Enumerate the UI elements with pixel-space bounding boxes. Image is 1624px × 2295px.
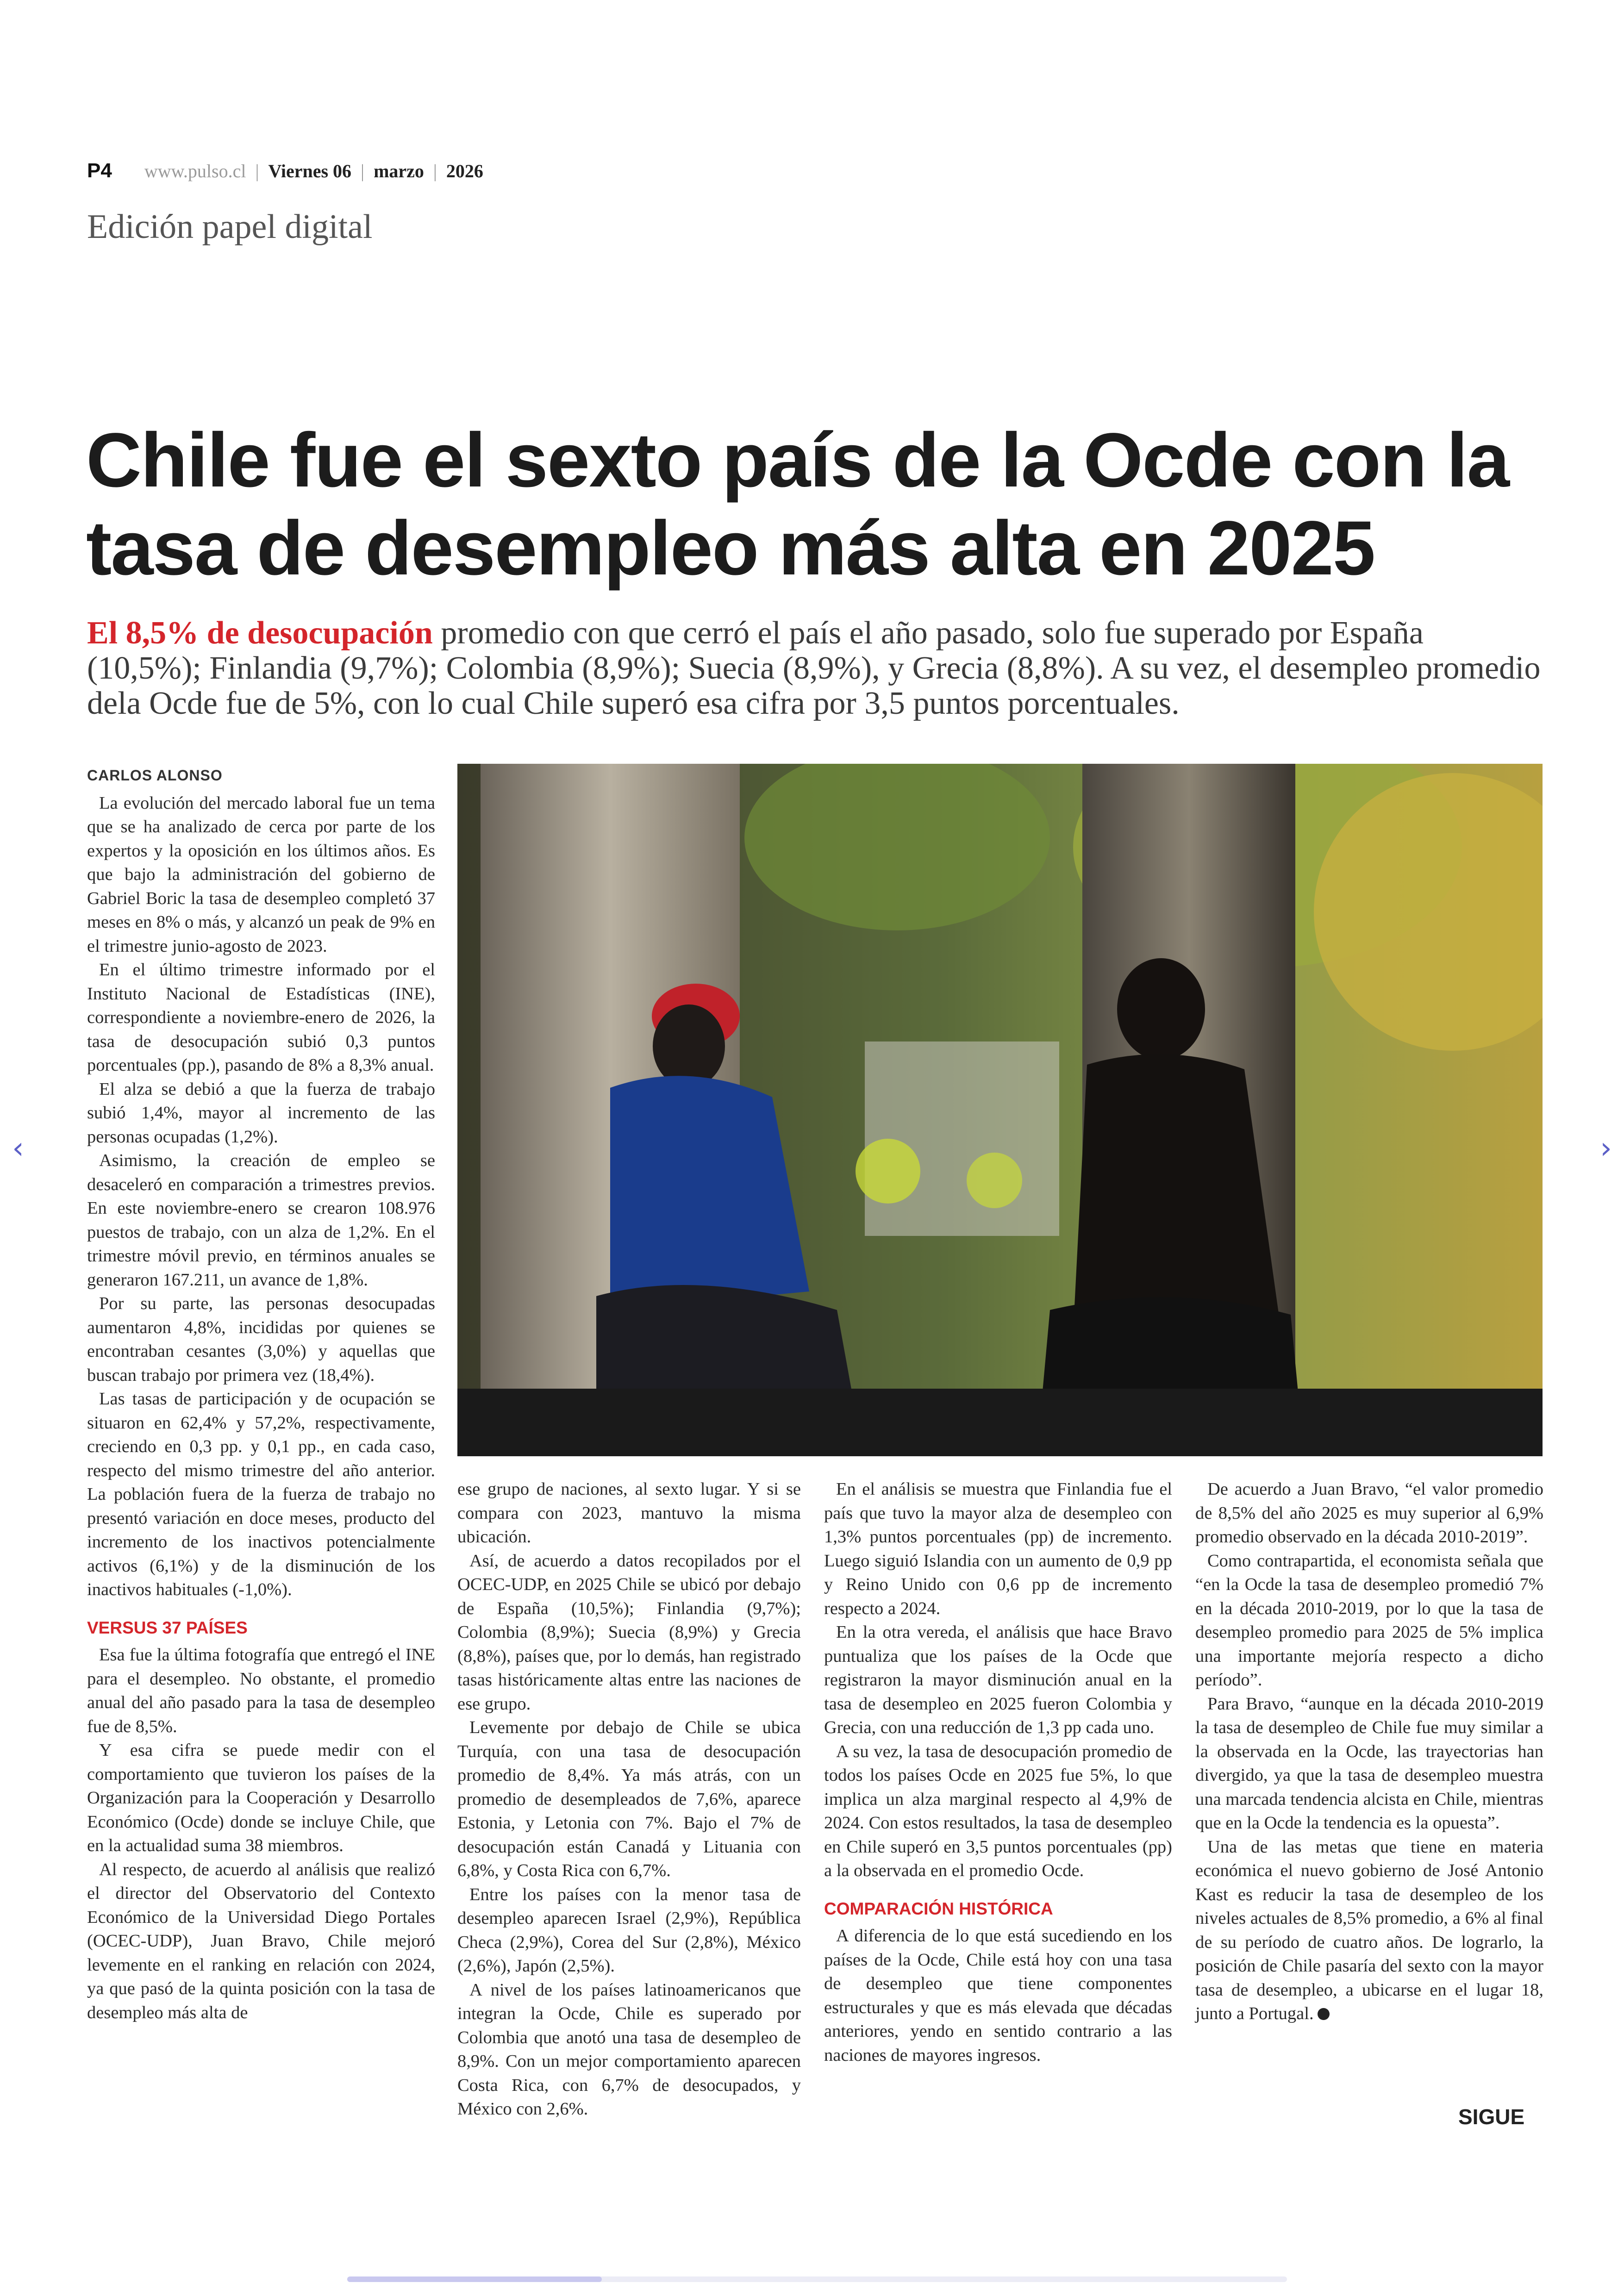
paragraph: En el último trimestre informado por el Instituto Nacional de Estadísticas (INE), correspondiente a noviembre-enero de 2026, la tasa de desocupación subió 0,3 puntos porcentuales (pp.), pasando de 8% a 8,3% anual. <box>87 960 435 1075</box>
page-number: P4 <box>87 159 112 182</box>
page-header <box>87 159 483 182</box>
paragraph: El alza se debió a que la fuerza de trabajo subió 1,4%, mayor al incremento de las personas ocupadas (1,2%). <box>87 1079 435 1147</box>
photo-illustration <box>457 764 1543 1456</box>
article-column-4 <box>1195 1478 1543 2026</box>
paragraph: A nivel de los países latinoamericanos que integran la Ocde, Chile es superado por Colombia que anotó una tasa de desempleo de 8,9%. Con un mejor comportamiento aparecen Costa Rica, con 6,7% de desocupados, y México con 2,6%. <box>457 1980 801 2119</box>
site-url: www.pulso.cl <box>144 161 246 181</box>
paragraph: Esa fue la última fotografía que entregó el INE para el desempleo. No obstante, el promedio anual del año pasado para la tasa de desempleo fue de 8,5%. <box>87 1645 435 1736</box>
byline: CARLOS ALONSO <box>87 767 223 784</box>
paragraph: De acuerdo a Juan Bravo, “el valor promedio de 8,5% del año 2025 es muy superior al 6,9% promedio observado en la década 2010-2019”. <box>1195 1479 1543 1547</box>
continue-label: SIGUE <box>1458 2105 1525 2129</box>
issue-month: marzo <box>374 161 424 181</box>
paragraph: Levemente por debajo de Chile se ubica Turquía, con una tasa de desocupación promedio de 8,4%. Ya más atrás, con un promedio de desempleados de 7,6%, aparece Estonia, y Letonia con 7%. Bajo el 7% de desocupación están Canadá y Lituania con 6,8%, y Costa Rica con 6,7%. <box>457 1718 801 1880</box>
paragraph: Asimismo, la creación de empleo se desaceleró en comparación a trimestres previos. En este noviembre-enero se crearon 108.976 puestos de trabajo, con un alza de 1,2%. En el trimestre móvil previo, en términos anuales se generaron 167.211, un avance de 1,8%. <box>87 1151 435 1290</box>
end-mark-icon <box>1318 2008 1330 2020</box>
paragraph: En la otra vereda, el análisis que hace Bravo puntualiza que los países de la Ocde que registraron la mayor disminución anual en la tasa de desempleo en 2025 fueron Colombia y Grecia, con una reducción de 1,3 pp cada uno. <box>824 1622 1172 1737</box>
headline-line-2: tasa de desempleo más alta en 2025 <box>86 505 1375 591</box>
subheading-versus-37-paises: VERSUS 37 PAÍSES <box>87 1618 248 1637</box>
deck-text: promedio con que cerró el país el año pasado, solo fue superado por España (10,5%); Finlandia (9,7%); Colombia (8,9%); Suecia (8,9%), y Grecia (8,8%). A su vez, el desempleo promedio dela Ocde fue de 5%, con lo cual Chile superó esa cifra por 3,5 puntos porcentuales. <box>87 615 1541 721</box>
deck-lead: El 8,5% de desocupación <box>87 615 433 651</box>
paragraph: Y esa cifra se puede medir con el comportamiento que tuvieron los países de la Organización para la Cooperación y Desarrollo Económico (Ocde) donde se incluye Chile, que en la actualidad suma 38 miembros. <box>87 1740 435 1855</box>
paragraph: A diferencia de lo que está sucediendo en los países de la Ocde, Chile está hoy con una tasa de desempleo que tiene componentes estructurales y que es más elevada que décadas anteriores, yendo en sentido contrario a las naciones de mayores ingresos. <box>824 1926 1172 2065</box>
article-column-2 <box>457 1478 801 2121</box>
paragraph-text: Una de las metas que tiene en materia económica el nuevo gobierno de José Antonio Kast es reducir la tasa de desempleo de los niveles actuales de 8,5% promedio, a 6% al final de su período de cuatro años. De lograrlo, la posición de Chile pasaría del sexto con la mayor tasa de desempleo, a ubicarse en el lugar 18, junto a Portugal. <box>1195 1837 1543 2023</box>
paragraph: Como contrapartida, el economista señala que “en la Ocde la tasa de desempleo promedió 7% en la década 2010-2019, por lo que la tasa de desempleo promedio para 2025 de 5% implica una importante mejoría respecto a dicho período”. <box>1195 1551 1543 1690</box>
separator: | <box>433 161 437 181</box>
separator: | <box>361 161 365 181</box>
horizontal-scrollbar[interactable] <box>347 2276 1287 2282</box>
next-page-arrow-icon[interactable]: › <box>1600 1131 1612 1166</box>
paragraph: Así, de acuerdo a datos recopilados por el OCEC-UDP, en 2025 Chile se ubicó por debajo de España (10,5%); Finlandia (9,7%); Colombia (8,9%); Suecia (8,9%) y Grecia (8,8%), países que, por lo demás, han registrado tasas históricamente altas entre las naciones de ese grupo. <box>457 1551 801 1714</box>
subheading-comparacion-historica: COMPARACIÓN HISTÓRICA <box>824 1899 1053 1918</box>
deck <box>87 616 1545 721</box>
paragraph: ese grupo de naciones, al sexto lugar. Y si se compara con 2023, mantuvo la misma ubicación. <box>457 1479 801 1547</box>
issue-day: Viernes 06 <box>268 161 352 181</box>
article-column-3 <box>824 1478 1172 2067</box>
previous-page-arrow-icon[interactable]: ‹ <box>12 1131 24 1166</box>
paragraph: Al respecto, de acuerdo al análisis que realizó el director del Observatorio del Contexto Económico de la Universidad Diego Portales (OCEC-UDP), Juan Bravo, Chile mejoró levemente en el ranking en relación con 2024, ya que pasó de la quinta posición con la tasa de desempleo más alta de <box>87 1859 435 2022</box>
paragraph: Para Bravo, “aunque en la década 2010-2019 la tasa de desempleo de Chile fue muy similar a la observada en la Ocde, las trayectorias han divergido, ya que la tasa de desempleo muestra una marcada tendencia alcista en Chile, mientras que en la Ocde la tendencia es la opuesta”. <box>1195 1694 1543 1833</box>
edition-label: Edición papel digital <box>87 208 373 246</box>
issue-year: 2026 <box>446 161 483 181</box>
paragraph: Las tasas de participación y de ocupación se situaron en 62,4% y 57,2%, respectivamente, creciendo en 0,3 pp. y 0,1 pp., en cada caso, respecto del mismo trimestre del año anterior. La población fuera de la fuerza de trabajo no presentó variación en doce meses, producto del incremento de los inactivos potencialmente activos (6,1%) y de la disminución de los inactivos habituales (-1,0%). <box>87 1389 435 1599</box>
paragraph: A su vez, la tasa de desocupación promedio de todos los países Ocde en 2025 fue 5%, lo que implica un alza marginal respecto al 4,9% de 2024. Con estos resultados, la tasa de desempleo en Chile superó en 3,5 puntos porcentuales (pp) a la observada en el promedio Ocde. <box>824 1741 1172 1880</box>
paragraph: En el análisis se muestra que Finlandia fue el país que tuvo la mayor alza de desempleo con 1,3% puntos porcentuales (pp) de incremento. Luego siguió Islandia con un aumento de 0,9 pp y Reino Unido con 0,6 pp de incremento respecto a 2024. <box>824 1479 1172 1618</box>
headline-line-1: Chile fue el sexto país de la Ocde con la <box>86 418 1509 503</box>
paragraph: Entre los países con la menor tasa de desempleo aparecen Israel (2,9%), República Checa (2,9%), Corea del Sur (2,8%), México (2,6%), Japón (2,5%). <box>457 1884 801 1976</box>
paragraph: La evolución del mercado laboral fue un tema que se ha analizado de cerca por parte de los expertos y la oposición en los últimos años. Es que bajo la administración del gobierno de Gabriel Boric la tasa de desempleo completó 37 meses en 8% o más, y alcanzó un peak de 9% en el trimestre junio-agosto de 2023. <box>87 793 435 956</box>
scrollbar-thumb[interactable] <box>347 2276 602 2282</box>
separator: | <box>255 161 259 181</box>
headline <box>86 417 1558 592</box>
article-column-1 <box>87 764 435 2025</box>
paragraph: Por su parte, las personas desocupadas aumentaron 4,8%, incididas por quienes se encontraban cesantes (3,0%) y aquellas que buscan trabajo por primera vez (18,4%). <box>87 1294 435 1385</box>
article-photo <box>457 764 1543 1456</box>
paragraph <box>1195 1835 1543 2026</box>
